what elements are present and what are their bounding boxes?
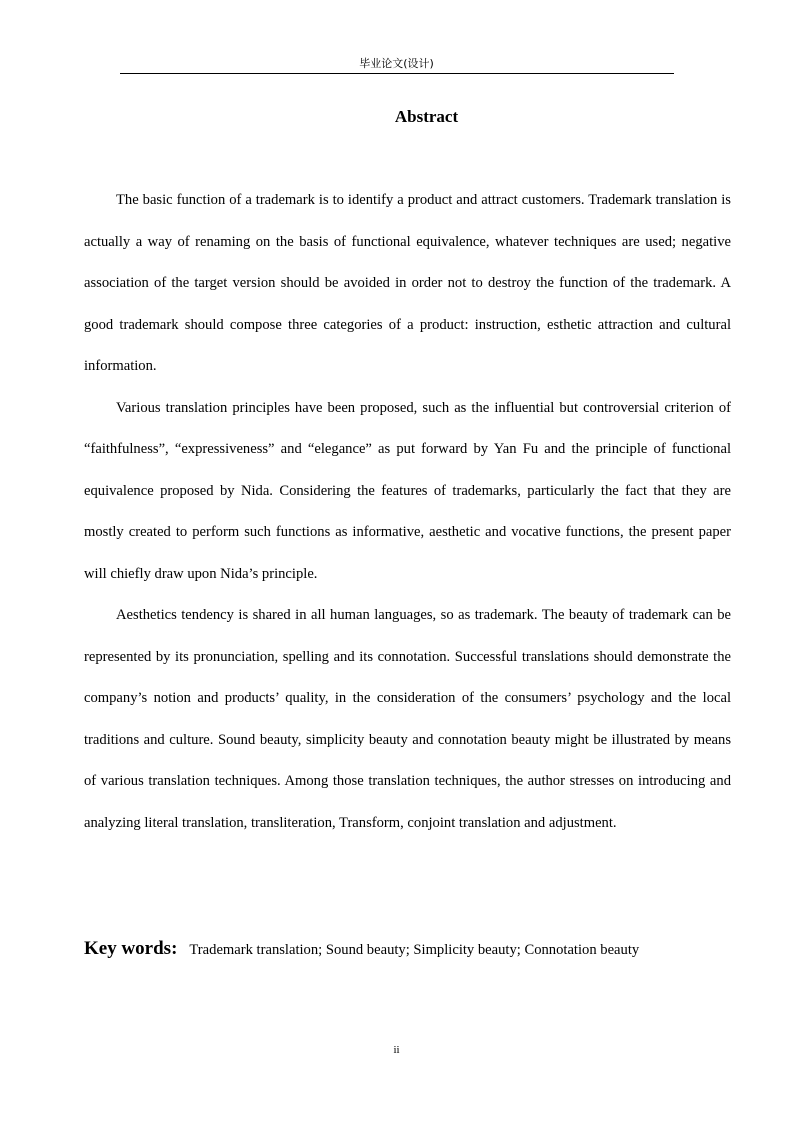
- keywords-text: Trademark translation; Sound beauty; Simplicity beauty; Connotation beauty: [189, 942, 640, 958]
- abstract-paragraph-1: The basic function of a trademark is to identify a product and attract customers. Trademark translation is actually a way of renaming on the basis of functional equivalence, whatever techniques are used; negative association of the target version should be avoided in order not to destroy the function of the trademark. A good trademark should compose three categories of a product: instruction, esthetic attraction and cultural information.: [84, 192, 731, 374]
- running-header: 毕业论文(设计): [359, 57, 434, 70]
- abstract-title: Abstract: [394, 107, 459, 126]
- keywords-line: [84, 936, 744, 963]
- abstract-paragraph-2: Various translation principles have been proposed, such as the influential but controversial criterion of “faithfulness”, “expressiveness” and “elegance” as put forward by Yan Fu and the principle of functional equivalence proposed by Nida. Considering the features of trademarks, particularly the fact that they are mostly created to perform such functions as informative, aesthetic and vocative functions, the present paper will chiefly draw upon Nida’s principle.: [84, 399, 731, 582]
- header-rule: [120, 73, 674, 74]
- keywords-label: Key words:: [84, 938, 178, 959]
- abstract-body: [84, 180, 731, 844]
- abstract-paragraph-3: Aesthetics tendency is shared in all human languages, so as trademark. The beauty of trademark can be represented by its pronunciation, spelling and its connotation. Successful translations should demonstrate the company’s notion and products’ quality, in the consideration of the consumers’ psychology and the local traditions and culture. Sound beauty, simplicity beauty and connotation beauty might be illustrated by means of various translation techniques. Among those translation techniques, the author stresses on introducing and analyzing literal translation, transliteration, Transform, conjoint translation and adjustment.: [84, 607, 731, 831]
- page-number: ii: [393, 1044, 400, 1056]
